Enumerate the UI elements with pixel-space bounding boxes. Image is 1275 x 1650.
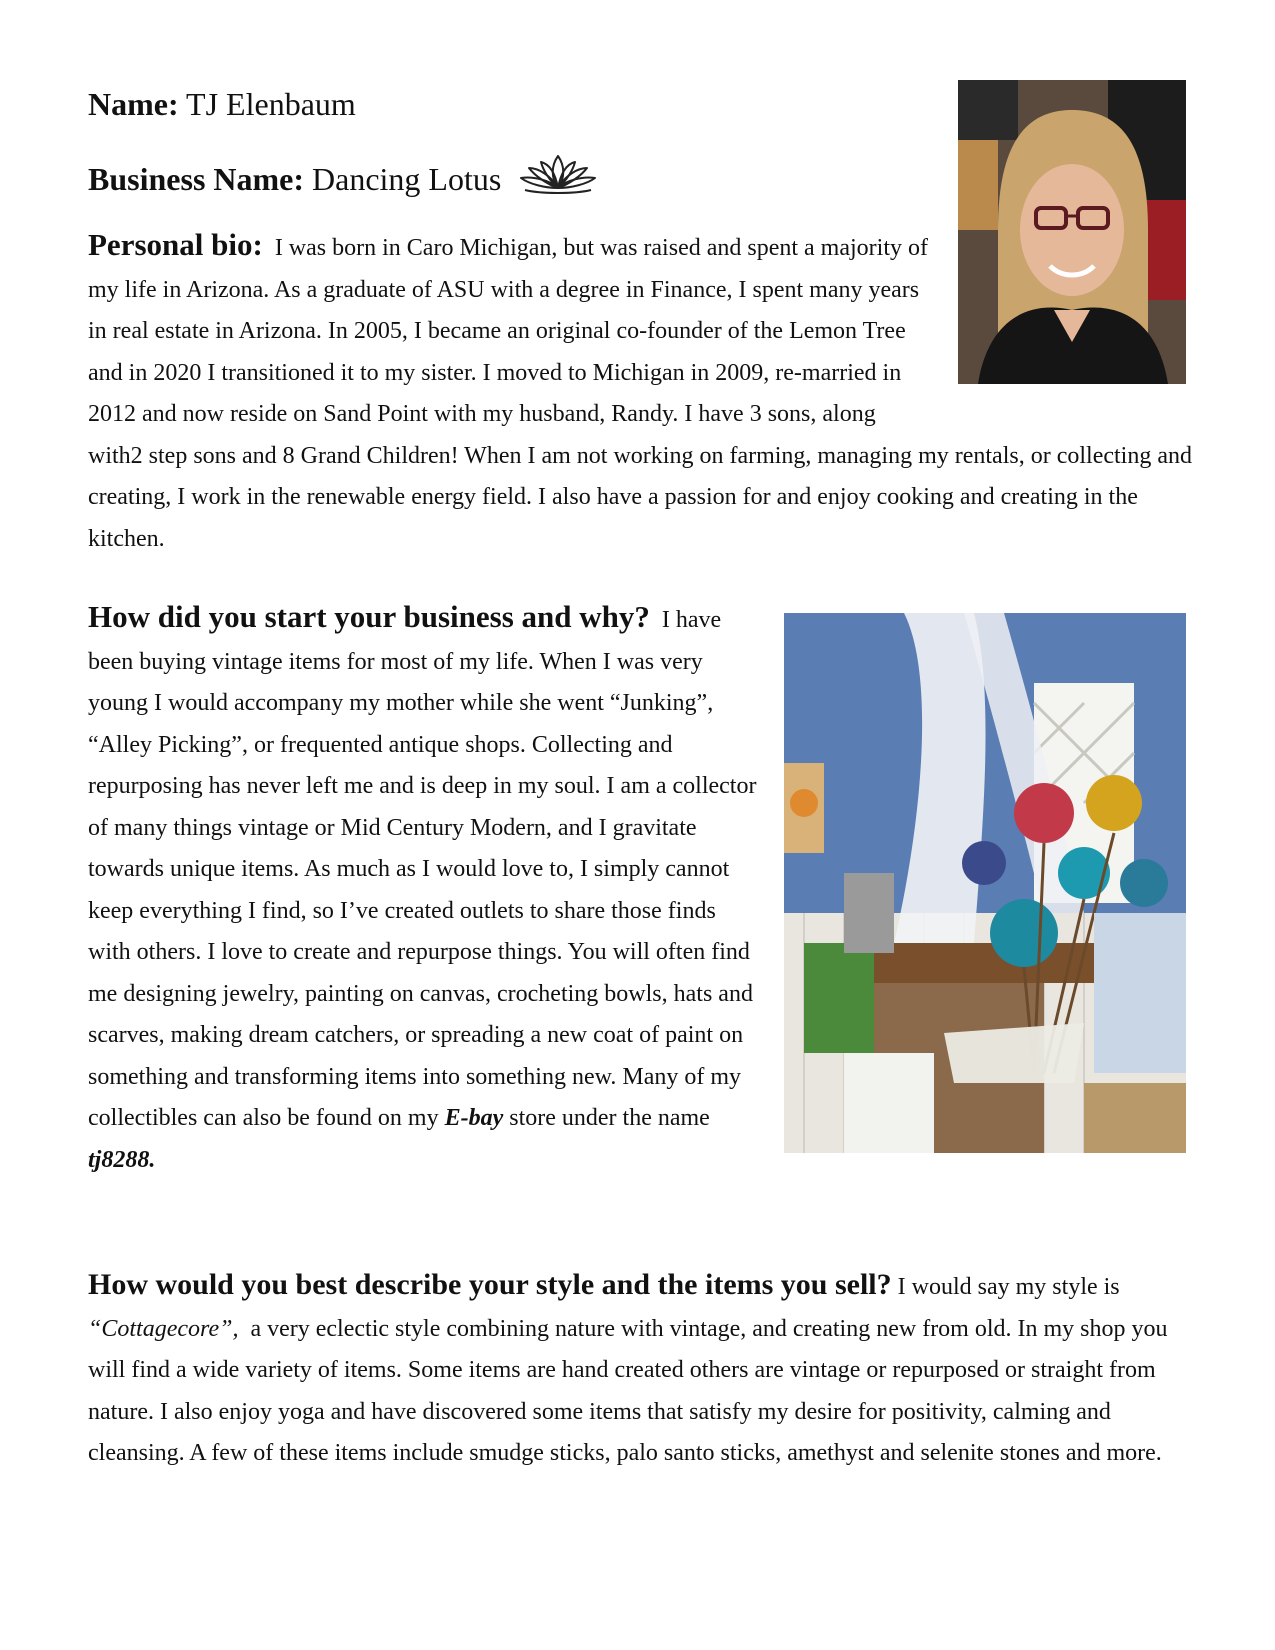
name-value: TJ Elenbaum <box>186 86 356 122</box>
personal-bio-label: Personal bio: <box>88 227 263 262</box>
personal-bio-text: I was born in Caro Michigan, but was raised and spent a majority of my life in Arizona. As a graduate of ASU with a degree in Finance, I spent many years in real estate in Arizona. In 2005, I became an original co-founder of the Lemon Tree and in 2020 I transitioned it to my sister. I moved to Michigan in 2009, re-married in 2012 and now reside on Sand Point with my husband, Randy. I have 3 sons, along with2 step sons and 8 Grand Children! When I am not working on farming, managing my rentals, or collecting and creating, I work in the renewable energy field. I also have a passion for and enjoy cooking and creating in the kitchen. <box>88 235 1192 552</box>
ebay-store-name: tj8288. <box>88 1146 156 1173</box>
style-text-b: a very eclectic style combining nature with vintage, and creating new from old. In my shop you will find a wide variety of items. Some items are hand created others are vintage or repurposed or straight from nature. I also enjoy yoga and have discovered some items that satisfy my desire for positivity, calming and cleansing. A few of these items include smudge sticks, palo santo sticks, amethyst and selenite stones and more. <box>88 1315 1168 1466</box>
lotus-icon <box>515 150 601 207</box>
style-name: “Cottagecore”, <box>88 1315 239 1342</box>
ebay-link-text: E-bay <box>444 1105 504 1131</box>
shop-interior-photo <box>784 613 1186 1153</box>
personal-bio <box>88 224 1198 560</box>
business-name-label: Business Name: <box>88 161 305 197</box>
name-line <box>88 82 356 126</box>
style-text-a: I would say my style is <box>897 1274 1120 1300</box>
business-start-section <box>88 596 758 1181</box>
business-name-value: Dancing Lotus <box>312 161 502 197</box>
business-start-text-2: store under the name <box>509 1105 710 1131</box>
business-start-label: How did you start your business and why? <box>88 599 650 634</box>
name-label: Name: <box>88 86 179 122</box>
style-section <box>88 1264 1198 1475</box>
business-name-line <box>88 150 601 207</box>
business-start-text: I have been buying vintage items for most of my life. When I was very young I would accompany my mother while she went “Junking”, “Alley Picking”, or frequented antique shops. Collecting and repurposing has never left me and is deep in my soul. I am a collector of many things vintage or Mid Century Modern, and I gravitate towards unique items. As much as I would love to, I simply cannot keep everything I find, so I’ve created outlets to share those finds with others. I love to create and repurpose things. You will often find me designing jewelry, painting on canvas, crocheting bowls, hats and scarves, making dream catchers, or spreading a new coat of paint on something and transforming items into something new. Many of my collectibles can also be found on my <box>88 607 757 1131</box>
style-label: How would you best describe your style and the items you sell? <box>88 1268 892 1301</box>
